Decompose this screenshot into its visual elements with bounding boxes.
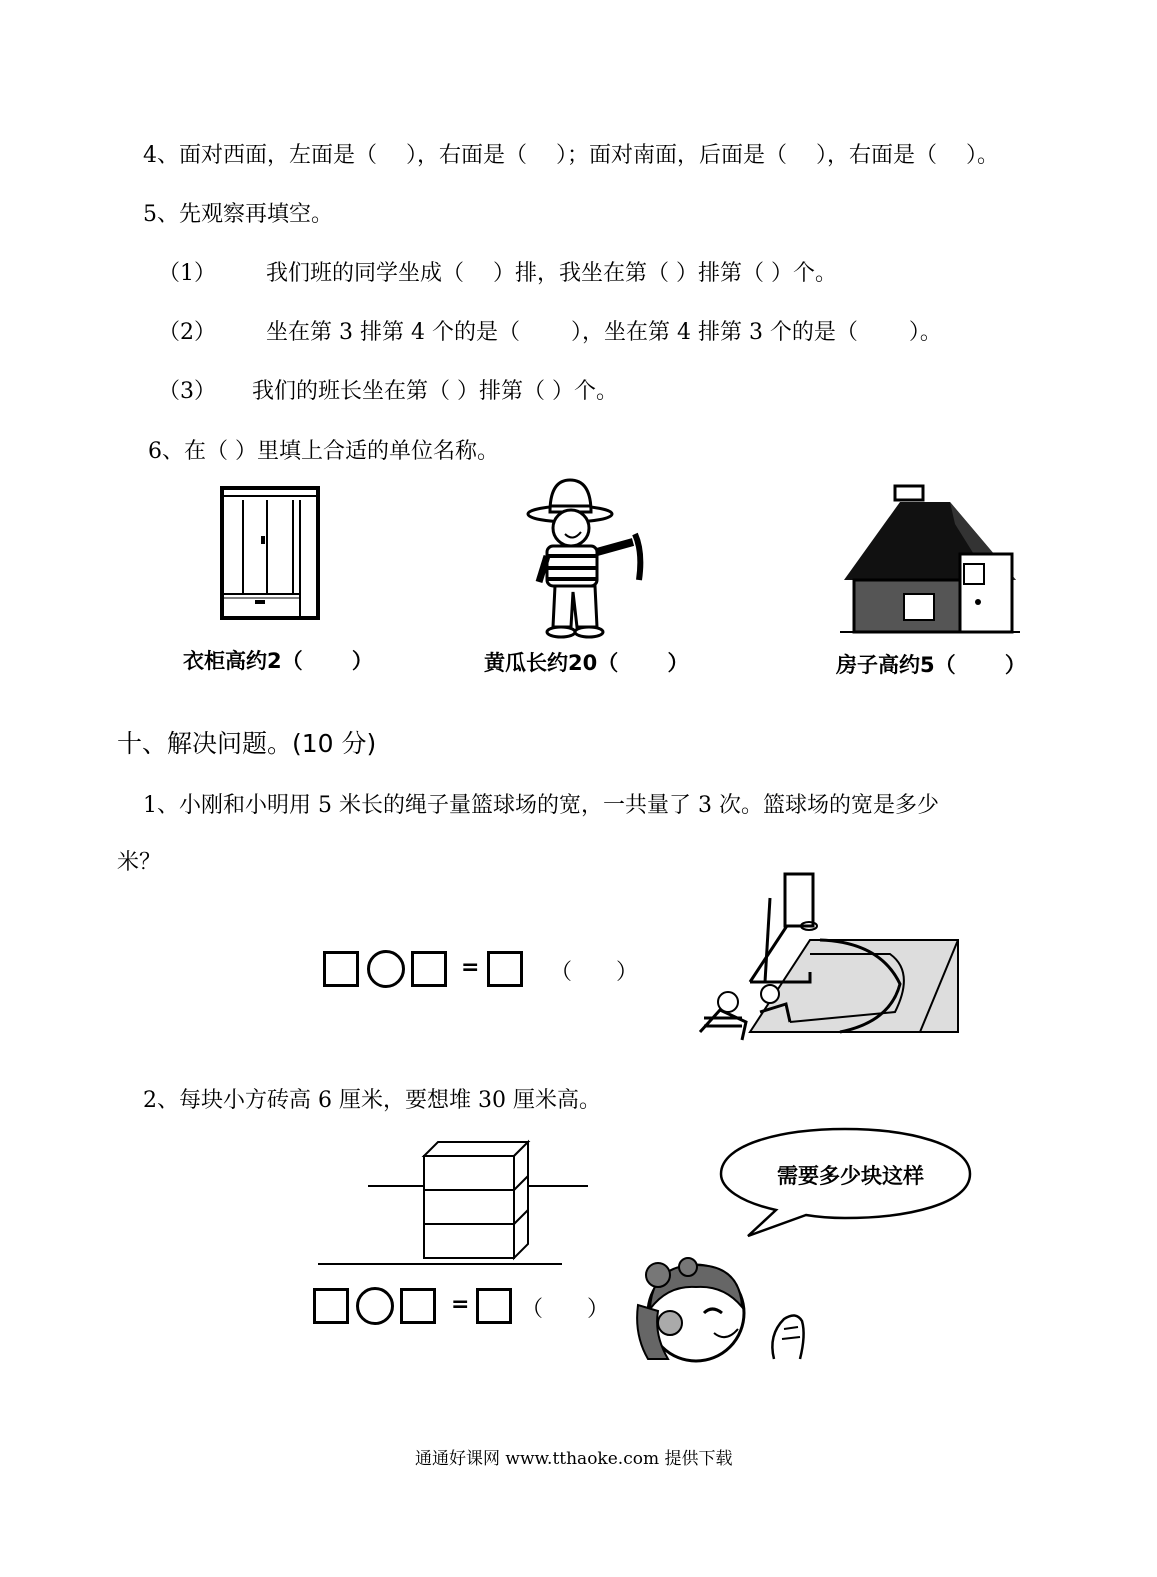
answer-box[interactable]	[487, 951, 523, 987]
operator-circle[interactable]	[356, 1287, 394, 1325]
question-5-item-3	[158, 374, 618, 405]
caption-wardrobe: 衣柜高约2（ ）	[183, 649, 373, 673]
answer-box[interactable]	[411, 951, 447, 987]
answer-box[interactable]	[400, 1288, 436, 1324]
answer-box[interactable]	[476, 1288, 512, 1324]
problem-1-line-1: 1、小刚和小明用 5 米长的绳子量篮球场的宽，一共量了 3 次。篮球场的宽是多少	[143, 793, 939, 818]
answer-box[interactable]	[323, 951, 359, 987]
question-4: 4、面对西面，左面是（ ），右面是（ ）；面对南面，后面是（ ），右面是（ ）。	[143, 143, 999, 168]
caption-cucumber: 黄瓜长约20（ ）	[484, 651, 689, 675]
boy-with-cucumber-illustration	[525, 472, 655, 640]
caption-house: 房子高约5（ ）	[836, 653, 1026, 677]
question-5-item-1	[158, 256, 837, 287]
house-illustration	[840, 484, 1020, 636]
item-text: 我们班的同学坐成（ ）排，我坐在第（ ）排第（ ）个。	[266, 261, 837, 286]
item-number: （1）	[158, 261, 216, 286]
basketball-court-illustration	[690, 872, 960, 1044]
item-number: （2）	[158, 320, 216, 345]
question-5-item-2	[158, 315, 942, 346]
answer-box[interactable]	[313, 1288, 349, 1324]
equals-sign: =	[451, 1292, 470, 1317]
wardrobe-illustration	[215, 486, 325, 621]
girl-thinking-illustration	[634, 1255, 810, 1361]
item-text: 坐在第 3 排第 4 个的是（ ），坐在第 4 排第 3 个的是（ ）。	[266, 320, 942, 345]
equals-sign: =	[461, 955, 480, 980]
question-5-title: 5、先观察再填空。	[143, 202, 333, 227]
section-10-heading: 十、解决问题。(10 分)	[117, 729, 377, 758]
unit-parentheses: （ ）	[550, 960, 639, 985]
unit-parentheses: （ ）	[521, 1297, 610, 1322]
item-number: （3）	[158, 379, 216, 404]
stacked-bricks-illustration	[316, 1136, 592, 1268]
item-text: 我们的班长坐在第（ ）排第（ ）个。	[252, 379, 618, 404]
problem-2-text: 2、每块小方砖高 6 厘米，要想堆 30 厘米高。	[143, 1088, 601, 1113]
page-footer: 通通好课网 www.tthaoke.com 提供下载	[415, 1449, 733, 1469]
problem-1-line-2: 米？	[117, 850, 162, 875]
operator-circle[interactable]	[367, 950, 405, 988]
speech-bubble-text: 需要多少块这样	[777, 1164, 924, 1188]
question-6-title: 6、在（ ）里填上合适的单位名称。	[148, 439, 499, 464]
